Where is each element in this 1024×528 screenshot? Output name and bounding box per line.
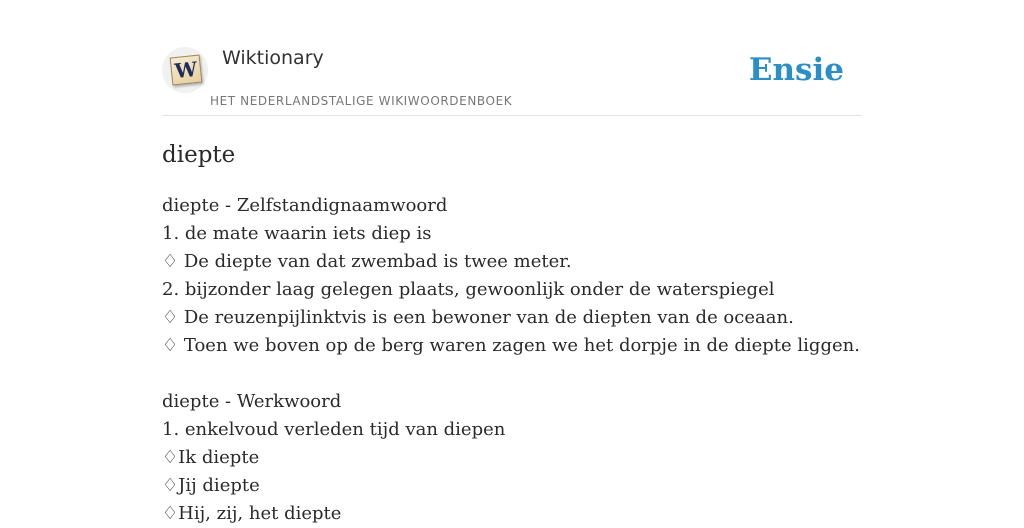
wiktionary-logo-icon[interactable] <box>162 47 208 93</box>
page <box>162 0 862 524</box>
site-header <box>162 0 862 116</box>
example-line: ♢Jij diepte <box>162 475 260 496</box>
entry-verb <box>162 388 862 528</box>
example-line: ♢ Toen we boven op de berg waren zagen we het dorpje in de diepte liggen. <box>162 335 860 356</box>
entry-noun <box>162 192 862 360</box>
site-subtitle: HET NEDERLANDSTALIGE WIKIWOORDENBOEK <box>210 94 513 108</box>
definition-line: 1. enkelvoud verleden tijd van diepen <box>162 419 506 440</box>
entry-heading: diepte - Zelfstandignaamwoord <box>162 195 448 216</box>
definition-line: 1. de mate waarin iets diep is <box>162 223 432 244</box>
site-title[interactable]: Wiktionary <box>222 47 324 69</box>
example-line: ♢ De reuzenpijlinktvis is een bewoner van de diepten van de oceaan. <box>162 307 794 328</box>
logo-letter: W <box>173 56 199 84</box>
example-line: ♢Hij, zij, het diepte <box>162 503 342 524</box>
example-line: ♢ De diepte van dat zwembad is twee meter. <box>162 251 572 272</box>
entry-heading: diepte - Werkwoord <box>162 391 342 412</box>
definitions <box>162 192 862 528</box>
page-title: diepte <box>162 142 236 168</box>
ensie-brand-link[interactable]: Ensie <box>748 52 844 88</box>
definition-line: 2. bijzonder laag gelegen plaats, gewoonlijk onder de waterspiegel <box>162 279 775 300</box>
example-line: ♢Ik diepte <box>162 447 260 468</box>
logo-tile <box>170 55 203 86</box>
entry-separator <box>162 360 862 388</box>
